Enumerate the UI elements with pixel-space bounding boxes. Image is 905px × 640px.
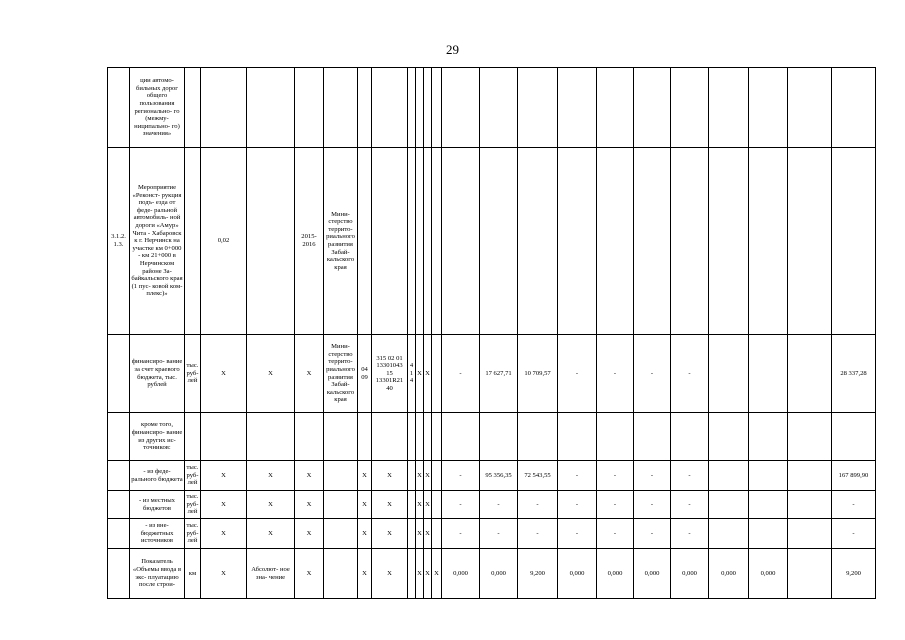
year-value: -	[558, 491, 597, 519]
cell-x: X	[424, 335, 432, 413]
cell-x: X	[201, 549, 247, 599]
cell-x: X	[424, 461, 432, 491]
year-value: -	[634, 519, 671, 549]
year-value: 9,200	[518, 549, 558, 599]
cell-x: X	[372, 549, 408, 599]
year-value: -	[671, 491, 709, 519]
row-description: финансиро- вание за счет краевого бюджета, тыс. рублей	[130, 335, 185, 413]
cell-x: X	[295, 461, 324, 491]
cell-x: X	[416, 461, 424, 491]
row-code: 3.1.2. 1.3.	[108, 148, 130, 335]
year-value: -	[442, 491, 480, 519]
expense-type: 4 1 4	[408, 335, 416, 413]
year-value: 0,000	[749, 549, 788, 599]
total-value: 28 337,28	[832, 335, 876, 413]
unit: тыс. руб- лей	[185, 519, 201, 549]
row-description: кроме того, финансиро- вание из других ис- точников:	[130, 413, 185, 461]
cell-x: X	[358, 519, 372, 549]
year-value: -	[634, 461, 671, 491]
year-value: -	[558, 335, 597, 413]
year-value: -	[671, 519, 709, 549]
year-value: 0,000	[671, 549, 709, 599]
table-row	[108, 148, 876, 335]
year-value: 0,000	[442, 549, 480, 599]
row-description: Показатель «Объемы ввода в экс- плуатацию после строи-	[130, 549, 185, 599]
row-description: ции автомо- бильных дорог общего пользования регионально- го (межму- ниципально- го) значения»	[130, 68, 185, 148]
table-row	[108, 519, 876, 549]
row-description: - из местных бюджетов	[130, 491, 185, 519]
year-value: 72 543,55	[518, 461, 558, 491]
year-value: 0,000	[597, 549, 634, 599]
year-value: 0,000	[634, 549, 671, 599]
cell-x: X	[201, 335, 247, 413]
responsible-ministry: Мини- стерство террито- риального развития Забай- кальского края	[324, 335, 358, 413]
cell-x: X	[416, 519, 424, 549]
year-value: -	[671, 461, 709, 491]
table-row	[108, 335, 876, 413]
cell-x: X	[432, 549, 442, 599]
total-value: 9,200	[832, 549, 876, 599]
table-row	[108, 491, 876, 519]
cell-x: X	[247, 519, 295, 549]
year-value: -	[442, 335, 480, 413]
period: 2015- 2016	[295, 148, 324, 335]
year-value: 0,000	[709, 549, 749, 599]
year-value: 10 709,57	[518, 335, 558, 413]
cell-x: X	[247, 491, 295, 519]
year-value: -	[634, 335, 671, 413]
year-value: -	[597, 491, 634, 519]
year-value: 0,000	[480, 549, 518, 599]
unit: тыс. руб- лей	[185, 461, 201, 491]
year-value: -	[558, 461, 597, 491]
cell-x: X	[201, 519, 247, 549]
year-value: 0,000	[558, 549, 597, 599]
cell-x: X	[358, 549, 372, 599]
year-value: -	[597, 519, 634, 549]
value-type: Абсолют- ное зна- чение	[247, 549, 295, 599]
cell-x: X	[247, 461, 295, 491]
cell-x: X	[247, 335, 295, 413]
target-article: 315 02 01 13301043 15 13301R21 40	[372, 335, 408, 413]
total-value: -	[832, 519, 876, 549]
cell-x: X	[416, 549, 424, 599]
cell-x: X	[424, 491, 432, 519]
year-value: -	[480, 491, 518, 519]
year-value: -	[671, 335, 709, 413]
cell-x: X	[201, 491, 247, 519]
budget-section: 04 09	[358, 335, 372, 413]
cell-x: X	[358, 491, 372, 519]
year-value: 17 627,71	[480, 335, 518, 413]
cell-x: X	[372, 519, 408, 549]
year-value: -	[597, 461, 634, 491]
cell-x: X	[295, 519, 324, 549]
row-description: Мероприятие «Реконст- рукция подъ- езда от феде- ральной автомобиль- ной дороги «Амур» Чита - Хабаровск к г. Нерчинск на участке км 0+000 - км 21+000 в Нерчинском районе За- байкальского края (1 пус- ковой ком- плекс)»	[130, 148, 185, 335]
year-value: -	[518, 519, 558, 549]
row-description: - из феде- рального бюджета	[130, 461, 185, 491]
cell-x: X	[372, 491, 408, 519]
cell-x: X	[424, 519, 432, 549]
indicator-value: 0,02	[201, 148, 247, 335]
total-value: -	[832, 491, 876, 519]
cell-x: X	[416, 335, 424, 413]
page-number: 29	[446, 42, 459, 57]
unit: км	[185, 549, 201, 599]
year-value: -	[634, 491, 671, 519]
year-value: -	[558, 519, 597, 549]
cell-x: X	[201, 461, 247, 491]
unit: тыс. руб- лей	[185, 335, 201, 413]
cell-x: X	[416, 491, 424, 519]
total-value: 167 899,90	[832, 461, 876, 491]
year-value: 95 356,35	[480, 461, 518, 491]
year-value: -	[597, 335, 634, 413]
row-description: - из вне- бюджетных источников	[130, 519, 185, 549]
table-row	[108, 549, 876, 599]
unit: тыс. руб- лей	[185, 491, 201, 519]
year-value: -	[518, 491, 558, 519]
cell-x: X	[372, 461, 408, 491]
table-row	[108, 461, 876, 491]
year-value: -	[480, 519, 518, 549]
cell-x: X	[295, 335, 324, 413]
table-row	[108, 68, 876, 148]
cell-x: X	[358, 461, 372, 491]
program-table	[107, 67, 876, 599]
year-value: -	[442, 461, 480, 491]
cell-x: X	[295, 491, 324, 519]
cell-x: X	[295, 549, 324, 599]
year-value: -	[442, 519, 480, 549]
cell-x: X	[424, 549, 432, 599]
table-row	[108, 413, 876, 461]
responsible-ministry: Мини- стерство террито- риального развития Забай- кальского края	[324, 148, 358, 335]
